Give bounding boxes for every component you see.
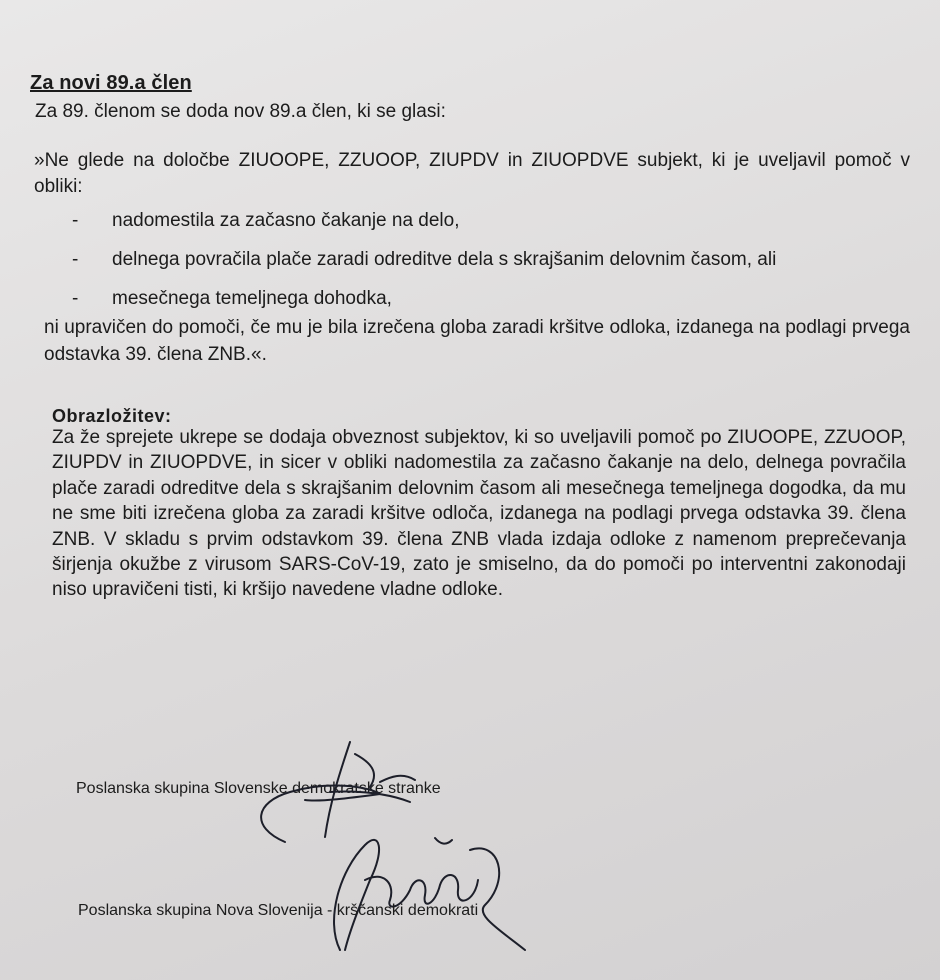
intro-text: Za 89. členom se doda nov 89.a člen, ki se glasi: [35, 101, 446, 122]
signature-line-nsi: Poslanska skupina Nova Slovenija - krščanski demokrati [78, 902, 479, 919]
bullet-dash: - [72, 288, 79, 309]
quote-closing: ni upravičen do pomoči, če mu je bila izrečena globa zaradi kršitve odloka, izdanega na podlagi prvega odstavka 39. člena ZNB.«. [44, 317, 910, 365]
reasoning-body: Za že sprejete ukrepe se dodaja obveznost subjektov, ki so uveljavili pomoč po ZIUOOPE, ZZUOOP, ZIUPDV in ZIUOPDVE, in sicer v obliki nadomestila za začasno čakanje na delo, delnega povračila plače zaradi odreditve dela s skrajšanim delovnim časom ali mesečnega temeljnega dogodka, da mu ne sme biti izrečena globa za zaradi kršitve odloča, izdanega na podlagi prvega odstavka 39. člena ZNB. V skladu s prvim odstavkom 39. člena ZNB vlada izdaja odloke z namenom preprečevanja širjenja okužbe z virusom SARS-CoV-19, zato je smiselno, da do pomoči po interventni zakonodaji niso upravičeni tisti, ki kršijo navedene vladne odloke. [52, 427, 906, 601]
list-item [72, 208, 902, 247]
reasoning-title: Obrazložitev: [52, 406, 172, 426]
signature-line-sds: Poslanska skupina Slovenske demokratske stranke [76, 780, 441, 797]
aid-types-list [72, 208, 902, 325]
bullet-dash: - [72, 210, 79, 231]
amendment-heading: Za novi 89.a člen [30, 72, 192, 94]
list-item-text: mesečnega temeljnega dohodka, [112, 288, 392, 309]
list-item [72, 247, 902, 286]
bullet-dash: - [72, 249, 79, 270]
list-item-text: delnega povračila plače zaradi odreditve dela s skrajšanim delovnim časom, ali [112, 249, 777, 270]
handwritten-signature-2 [310, 810, 540, 960]
list-item-text: nadomestila za začasno čakanje na delo, [112, 210, 460, 231]
quote-opening: »Ne glede na določbe ZIUOOPE, ZZUOOP, ZIUPDV in ZIUOPDVE subjekt, ki je uveljavil pomoč v obliki: [34, 150, 910, 197]
